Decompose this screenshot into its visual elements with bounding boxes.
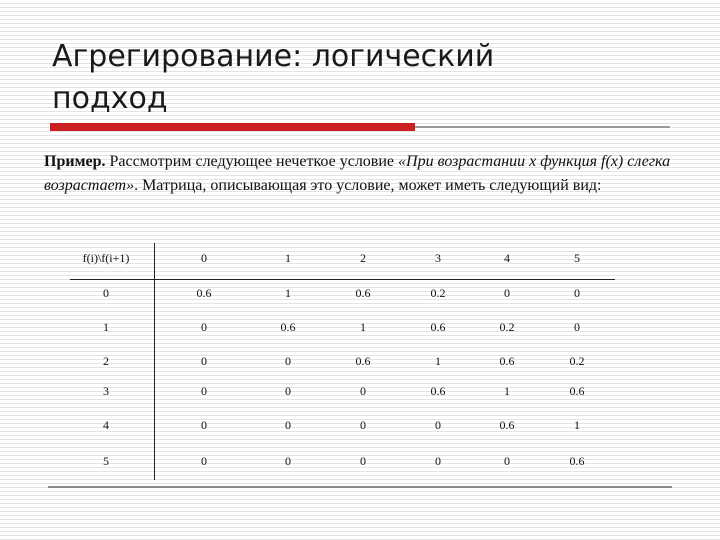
table-cell: 1 [360,320,366,334]
table-cell: 0.6 [355,286,371,300]
table-cell: 0.2 [430,286,446,300]
table-cell: 0 [285,418,291,432]
table-cell: 1 [504,384,510,398]
example-lead: Пример. [44,153,106,170]
table-cell: 0 [285,454,291,468]
table-corner-header: f(i)\f(i+1) [82,251,130,265]
table-cell: 0 [201,384,207,398]
table-cell: 0 [435,454,441,468]
table-column-header: 2 [360,251,366,265]
table-column-header: 1 [285,251,291,265]
table-cell: 1 [574,418,580,432]
table-column-header: 5 [574,251,580,265]
table-cell: 0 [285,354,291,368]
table-cell: 0 [574,320,580,334]
table-row-header: 2 [103,354,109,368]
table-cell: 0 [201,354,207,368]
table-cell: 1 [285,286,291,300]
table-column-header: 4 [504,251,510,265]
table-row-header: 5 [103,454,109,468]
table-cell: 0.6 [569,454,585,468]
table-cell: 0.6 [280,320,296,334]
example-text-intro: Рассмотрим следующее нечеткое условие [105,153,399,170]
example-quote: «При возрастании x функция f(x) слегка возрастает» [44,153,671,194]
table-cell: 0 [504,454,510,468]
table-cell: 0.6 [355,354,371,368]
example-text-outro: . Матрица, описывающая это условие, может иметь следующий вид: [134,177,602,194]
table-cell: 0 [201,418,207,432]
table-cell: 1 [435,354,441,368]
table-cell: 0 [360,384,366,398]
table-cell: 0 [201,454,207,468]
table-cell: 0 [574,286,580,300]
table-cell: 0.2 [569,354,585,368]
table-cell: 0.6 [430,384,446,398]
table-column-header: 0 [201,251,207,265]
table-cell: 0 [285,384,291,398]
table-cell: 0.6 [569,384,585,398]
table-cell: 0 [360,454,366,468]
table-cell: 0.6 [430,320,446,334]
table-horizontal-divider [70,279,615,280]
table-cell: 0 [201,320,207,334]
table-cell: 0.6 [499,354,515,368]
table-row-header: 4 [103,418,109,432]
slide-title-line1: Агрегирование: логический [52,39,495,74]
table-row-header: 3 [103,384,109,398]
footer-divider-line [48,486,672,488]
table-row-header: 1 [103,320,109,334]
table-cell: 0 [360,418,366,432]
table-cell: 0.2 [499,320,515,334]
table-cell: 0.6 [499,418,515,432]
slide-title-line2: подход [52,81,168,116]
table-cell: 0.6 [196,286,212,300]
table-column-header: 3 [435,251,441,265]
table-cell: 0 [435,418,441,432]
table-cell: 0 [504,286,510,300]
table-row-header: 0 [103,286,109,300]
